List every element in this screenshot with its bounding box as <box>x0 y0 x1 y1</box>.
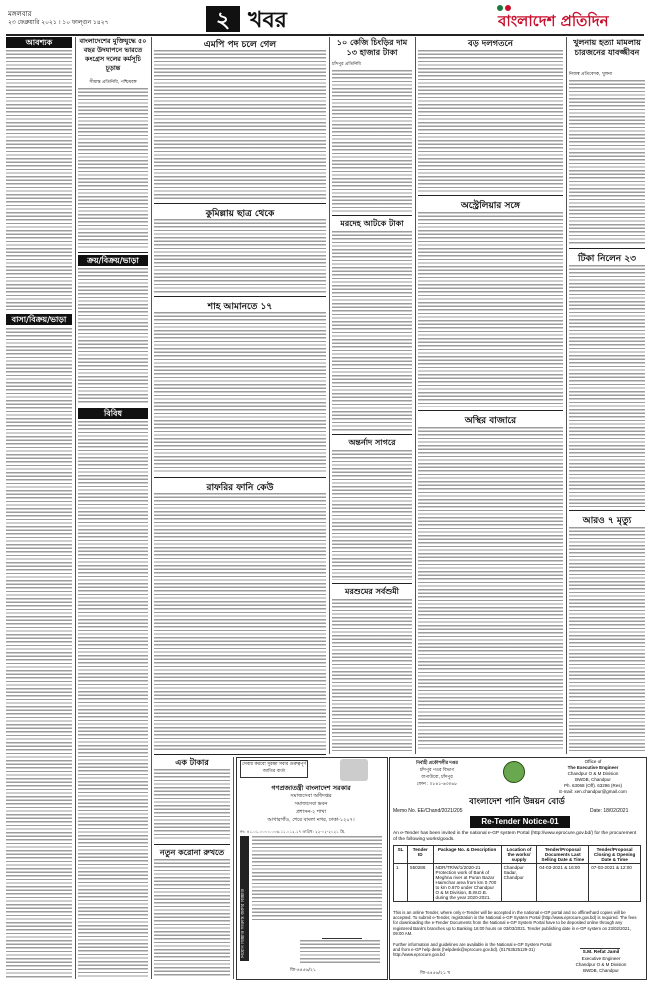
article-10-title: শাহ আমানতে ১৭ <box>207 302 273 312</box>
govt-memo: নং: ৪১.০১.০০০০.০০৬.১১.০১২.১৭ তারিখ: ২২-০২-২০২১ খ্রি. <box>240 829 346 834</box>
tender-date: Date: 18/02/2021 <box>590 808 629 814</box>
col-divider-4 <box>329 37 330 754</box>
bwdb-logo <box>503 761 525 783</box>
mid-rule-5 <box>154 844 230 845</box>
classified-heading: আবশ্যক <box>6 37 72 48</box>
rent-heading: বাসা/বিক্রয়/ভাড়া <box>6 314 72 325</box>
tender-bottom-code: জি-৪৪৫৬/২১ খ <box>420 971 451 976</box>
tender-title: Re-Tender Notice-01 <box>470 816 570 828</box>
article-9-title: কুমিল্লায় ছাত্র থেকে <box>205 209 275 219</box>
article-13-title: অন্তর্নাদ সাগরে <box>348 437 396 447</box>
col-divider-6 <box>566 37 567 754</box>
section-title: খবর <box>248 7 287 33</box>
header-date: ২৩ ফেব্রুয়ারি ২০২১ । ১০ ফাল্গুন ১৪২৭ <box>8 20 109 26</box>
article-17-body <box>154 859 230 978</box>
cr-rule-1 <box>332 215 412 216</box>
th-close: Tender/Proposal Closing & Opening Date & Time <box>589 846 641 864</box>
tender-signer-div: Chandpur O & M Division <box>575 962 627 967</box>
govt-footer: জি-৪৪৫৬/২১ <box>290 968 316 973</box>
article-3-body <box>332 70 412 212</box>
right-rule-2 <box>418 410 563 411</box>
th-id: Tender ID <box>408 846 433 864</box>
tender-table-header <box>394 846 641 864</box>
tender-further: Further information and guidelines are available in the National e-GP System Portal and from e-GP help desk (helpdesk@eprocure.gov.bd). (01763525129-31) http://www.eprocure.gov.bd <box>393 942 552 958</box>
mid-rule-3 <box>154 477 326 478</box>
article-2-title: এমপি পদ চলে গেল <box>203 40 277 50</box>
cell-loc: Chandpur Sadar, Chandpur <box>501 864 537 902</box>
tender-signature <box>580 940 620 949</box>
article-6-title: অস্ট্রেলিয়ার সঙ্গে <box>460 201 521 211</box>
mid-rule-2 <box>154 296 326 297</box>
col2-rule-1 <box>78 252 148 253</box>
article-5-body <box>569 80 645 245</box>
article-3-title: ১০ কেজি চিংড়ির দাম ১৩ হাজার টাকা <box>336 37 408 57</box>
classified-text-2 <box>6 328 72 978</box>
article-11-body <box>418 427 563 751</box>
th-sl: SL <box>394 846 408 864</box>
header-rule <box>6 34 644 36</box>
govt-republic: গণপ্রজাতন্ত্রী বাংলাদেশ সরকার <box>271 784 351 792</box>
tender-bn-office-2: চাঁদপুর পওর বিভাগ <box>419 767 455 772</box>
col-divider-2 <box>151 37 152 979</box>
article-4-body <box>418 50 563 192</box>
cell-sl: 1 <box>394 864 408 902</box>
article-2-body <box>154 50 326 200</box>
buy-sell-heading: ক্রয়/বিক্রয়/ভাড়া <box>78 255 148 266</box>
header-day: মঙ্গলবার <box>8 11 32 18</box>
tender-bn-office-3: বাপাউবো, চাঁদপুর <box>421 774 453 779</box>
article-6-body <box>418 212 563 407</box>
tender-en-office-5: Ph. 63068 (Off). 63296 (Res) <box>564 783 622 788</box>
article-9-body <box>154 219 326 293</box>
classified-text-1 <box>6 50 72 310</box>
tender-footer-text: This is an online Tender, where only e-Tender will be accepted in the national e-GP portal and no offline/hard copies will be accepted. To submit e-Tender, registration in the National e-GP System Portal (http://www.eprocure.gov.bd) is required. The fees for downloading the e-Tender Documents from the National e-GP System Portal have to be deposited online through any registered Bank's branches up to Banking 16:00 hours on 03/03/2021. Tender publishing date in e-GP system on 23/02/2021, 09:00 AM. <box>393 910 637 936</box>
misc-text <box>78 421 148 978</box>
col-divider-5 <box>415 37 416 754</box>
article-7-title: মরদেহ আটকে টাকা <box>340 218 404 228</box>
govt-unit: প্রশাসন-২ শাখা <box>295 809 327 815</box>
govt-ministry: সমাজসেবা অধিদপ্তর <box>290 793 332 799</box>
tender-bn-office-4: ফোন : ০৮৪১-৬৩০৬৮ <box>416 781 458 786</box>
mid-rule-1 <box>154 203 326 204</box>
article-16-body <box>154 769 230 841</box>
table-row <box>394 864 641 902</box>
article-15-title: রাফরির ফানি কেউ <box>206 483 274 493</box>
cell-sell: 04-03-2021 & 16:00 <box>537 864 589 902</box>
right-rule-1 <box>418 195 563 196</box>
page-number: ২ <box>215 7 231 33</box>
col-divider-3 <box>233 757 234 979</box>
govt-body <box>252 836 382 922</box>
tender-bn-office-1: নির্বাহী প্রকৌশলীর দপ্তর <box>416 760 458 765</box>
article-3-byline: চাঁদপুর প্রতিনিধি <box>332 62 361 67</box>
tender-en-office-2: The Executive Engineer <box>567 765 619 770</box>
tender-signer-title: Executive Engineer <box>581 956 621 961</box>
article-8-body <box>569 265 645 507</box>
govt-top-box: সেবার করবো সুরক্ষা সবার গুরুত্বপূর্ণ জাতির বার্তা <box>240 760 308 778</box>
th-sell: Tender/Proposal Documents Last Selling Date & Time <box>537 846 589 864</box>
tender-board: বাংলাদেশ পানি উন্নয়ন বোর্ড <box>469 797 565 807</box>
article-15-body <box>154 493 326 751</box>
article-1-title: বাংলাদেশের মুক্তিযুদ্ধে ৫০ বছর উদযাপনে ভারতে কংগ্রেস দলের কর্মসূচি চূড়ান্ত <box>79 37 147 72</box>
cell-close: 07-03-2021 & 12:00 <box>589 864 641 902</box>
cell-pkg: NDR/TR/W/1/2020-21 Protection work of Bank of Meghna river at Puran Bazar Haimchar area from km 0.700 to km 0.870 under Chandpur O & M Division, B.W.D.B. during the year 2020-2021. <box>433 864 501 902</box>
tender-memo: Memo No. EE/Chand/2021/205 <box>393 808 463 814</box>
article-12-body <box>569 527 645 751</box>
tender-en-office-3: Chandpur O & M Division <box>567 771 619 776</box>
tender-signer-name: S.M. Refat Jamil <box>582 950 620 955</box>
mid-rule-4 <box>154 754 326 755</box>
th-loc: Location of the works/ supply <box>501 846 537 864</box>
article-4-title: বড় দলগতনে <box>468 39 513 49</box>
article-8-title: টিকা নিলেন ২৩ <box>578 254 636 264</box>
article-13-body <box>332 450 412 580</box>
col-divider-1 <box>75 37 76 979</box>
tender-signer-org: BWDB, Chandpur <box>583 968 619 973</box>
article-14-body <box>332 599 412 751</box>
misc-heading: বিবিধ <box>78 408 148 419</box>
article-11-title: অস্থির বাজারে <box>464 416 517 426</box>
article-14-title: মরশুমের সর্বশুমী <box>345 586 399 596</box>
fr-rule-1 <box>569 248 645 249</box>
govt-address: আগারগাঁও, শেরে বাংলা নগর, ঢাকা-১২০৭। <box>267 817 355 823</box>
article-5-byline: নিজস্ব প্রতিবেদক, খুলনা <box>569 72 613 77</box>
tender-intro: An e-Tender has been invited in the national e-GP system Portal (http://www.eprocure.gov.bd/) for the procurement of the following works/goods. <box>393 831 637 842</box>
article-7-body <box>332 231 412 431</box>
tender-en-office-4: BWDB, Chandpur <box>575 777 611 782</box>
article-16-title: এক টাকার <box>175 757 209 767</box>
article-1-byline: সীমান্ত প্রতিনিধি, পশ্চিমবঙ্গ <box>89 80 137 85</box>
govt-signature <box>322 926 362 939</box>
article-1-body <box>78 88 148 248</box>
article-12-title: আরও ৭ মৃত্যু <box>582 516 632 526</box>
govt-side-banner-text: নিয়োগ বিজ্ঞপ্তি সংক্রান্ত জরুরি বিজ্ঞপ্তি <box>241 889 246 958</box>
cell-id: 550286 <box>408 864 433 902</box>
article-5-title: খুলনায় হত্যা মামলায় চারজনের যাবজ্জীবন <box>573 37 641 57</box>
th-pkg: Package No. & Description <box>433 846 501 864</box>
govt-emblem <box>340 759 368 781</box>
article-17-title: নতুন করোনা রুখতে <box>159 847 225 857</box>
tender-en-office-1: Office of <box>584 759 602 764</box>
fr-rule-2 <box>569 510 645 511</box>
article-10-body <box>154 312 326 474</box>
tender-table-wrap <box>393 845 641 902</box>
tender-table <box>393 845 641 902</box>
cr-rule-3 <box>332 583 412 584</box>
buy-sell-text <box>78 268 148 404</box>
paper-name: বাংলাদেশ প্রতিদিন <box>498 12 609 30</box>
cr-rule-2 <box>332 434 412 435</box>
govt-office: সমাজসেবা ভবন <box>294 801 328 807</box>
tender-en-office-6: E-mail: xen.chandpur@gmail.com <box>559 789 627 794</box>
govt-signer-block <box>300 940 380 964</box>
